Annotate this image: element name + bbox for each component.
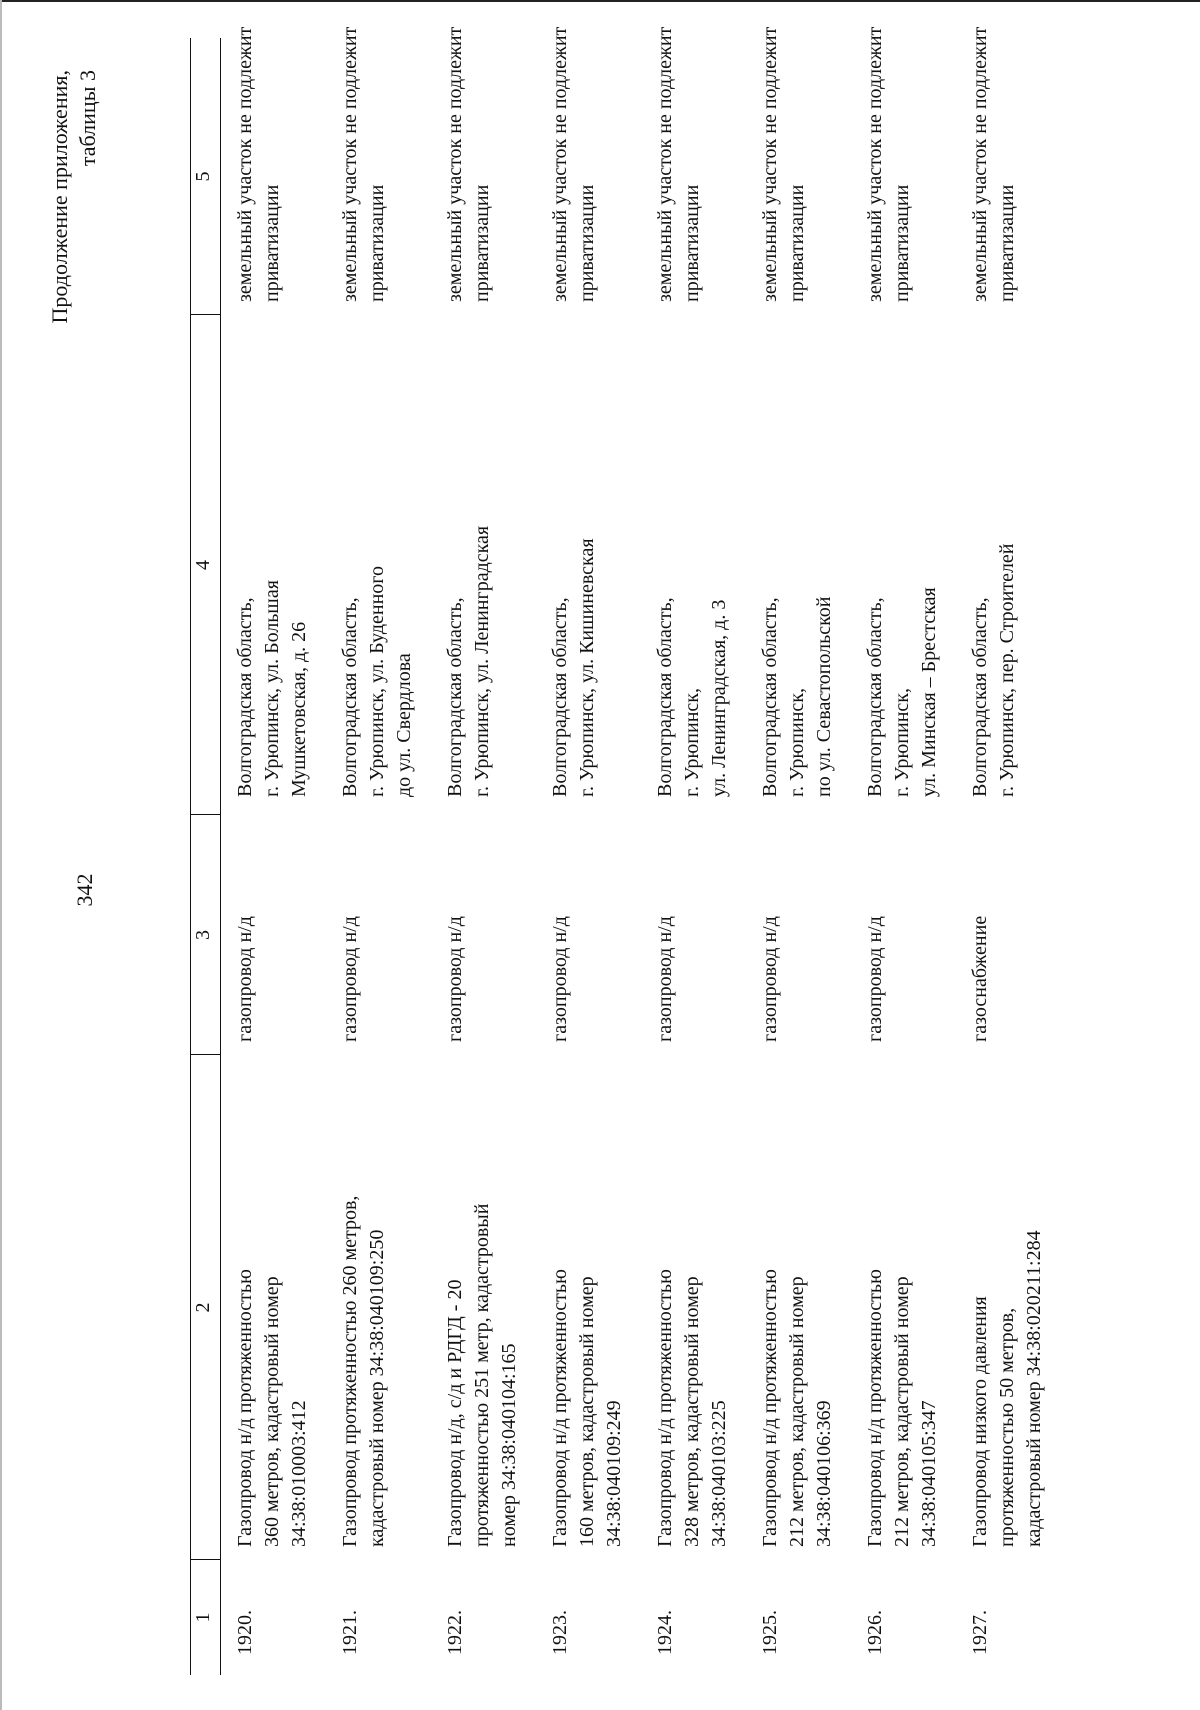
text-line: Газопровод н/д протяженностью [864, 1269, 886, 1547]
object-purpose: газопровод н/д [234, 916, 256, 1042]
text-line: протяженностью 50 метров, [996, 1307, 1018, 1547]
object-address [547, 337, 601, 797]
text-line: Волгоградская область, [549, 597, 571, 797]
text-line: г. Урюпинск, ул. Большая [261, 580, 283, 797]
text-line: Мушкетовская, д. 26 [288, 621, 310, 797]
text-line: протяженностью 251 метр, кадастровый [471, 1203, 493, 1547]
object-note [652, 26, 706, 302]
table-row [547, 26, 657, 1675]
table-row [757, 26, 867, 1675]
text-line: г. Урюпинск, пер. Строителей [996, 543, 1018, 797]
table-header [190, 38, 220, 1675]
object-name [862, 1077, 943, 1547]
object-address [442, 337, 496, 797]
object-purpose: газоснабжение [969, 915, 991, 1042]
column-header-5: 5 [192, 171, 214, 182]
text-line: приватизации [366, 184, 388, 302]
text-line: приватизации [471, 184, 493, 302]
text-line: Волгоградская область, [759, 597, 781, 797]
table-row [337, 26, 447, 1675]
property-table [190, 26, 1190, 1675]
row-number: 1922. [444, 1610, 466, 1655]
object-address [757, 337, 838, 797]
text-line: ул. Ленинградская, д. 3 [708, 599, 730, 797]
text-line: Волгоградская область, [444, 597, 466, 797]
column-header-4: 4 [192, 560, 214, 570]
object-purpose: газопровод н/д [549, 916, 571, 1042]
object-address [337, 337, 418, 797]
object-note [967, 26, 1021, 302]
text-line: 34:38:040106:369 [813, 1400, 835, 1547]
text-line: Волгоградская область, [234, 597, 256, 797]
text-line: земельный участок не подлежит [549, 26, 571, 302]
table-row [652, 26, 762, 1675]
text-line: Волгоградская область, [864, 597, 886, 797]
object-name [337, 1077, 391, 1547]
row-number: 1924. [654, 1610, 676, 1655]
text-line: 34:38:040109:249 [603, 1400, 625, 1547]
text-line: приватизации [891, 184, 913, 302]
page-number: 342 [72, 873, 97, 907]
text-line: земельный участок не подлежит [969, 26, 991, 302]
text-line: Газопровод н/д протяженностью [234, 1269, 256, 1547]
text-line: 328 метров, кадастровый номер [681, 1276, 703, 1547]
text-line: Газопровод н/д, с/д и РДГД - 20 [444, 1279, 466, 1547]
column-header-2: 2 [192, 1302, 214, 1313]
object-name [757, 1077, 838, 1547]
row-number: 1921. [339, 1610, 361, 1655]
object-purpose: газопровод н/д [654, 916, 676, 1042]
object-note [337, 26, 391, 302]
object-address [232, 337, 313, 797]
object-purpose: газопровод н/д [759, 916, 781, 1042]
continuation-heading [46, 70, 102, 323]
text-line: Газопровод н/д протяженностью [654, 1269, 676, 1547]
table-row [967, 26, 1077, 1675]
heading-line: таблицы 3 [75, 70, 100, 167]
row-number: 1925. [759, 1610, 781, 1655]
text-line: до ул. Свердлова [393, 653, 415, 797]
text-line: Волгоградская область, [654, 597, 676, 797]
row-number: 1927. [969, 1610, 991, 1655]
object-name [232, 1077, 313, 1547]
row-number: 1926. [864, 1610, 886, 1655]
text-line: г. Урюпинск, [786, 688, 808, 797]
table-row [862, 26, 972, 1675]
object-note [547, 26, 601, 302]
text-line: приватизации [261, 184, 283, 302]
text-line: земельный участок не подлежит [444, 26, 466, 302]
object-address [967, 337, 1021, 797]
text-line: номер 34:38:040104:165 [498, 1343, 520, 1547]
heading-line: Продолжение приложения, [47, 70, 72, 324]
object-address [862, 337, 943, 797]
object-note [442, 26, 496, 302]
text-line: 212 метров, кадастровый номер [891, 1276, 913, 1547]
text-line: г. Урюпинск, ул. Ленинградская [471, 525, 493, 797]
column-header-3: 3 [192, 930, 214, 940]
text-line: приватизации [996, 184, 1018, 302]
object-name [547, 1077, 628, 1547]
text-line: по ул. Севастопольской [813, 596, 835, 797]
table-row [232, 26, 342, 1675]
object-purpose: газопровод н/д [339, 916, 361, 1042]
text-line: Газопровод н/д протяженностью [759, 1269, 781, 1547]
text-line: г. Урюпинск, ул. Буденного [366, 566, 388, 797]
object-note [757, 26, 811, 302]
text-line: 34:38:010003:412 [288, 1400, 310, 1547]
text-line: приватизации [681, 184, 703, 302]
object-name [967, 1077, 1048, 1547]
text-line: 360 метров, кадастровый номер [261, 1276, 283, 1547]
text-line: земельный участок не подлежит [654, 26, 676, 302]
text-line: Газопровод низкого давления [969, 1296, 991, 1547]
column-header-1: 1 [192, 1612, 214, 1623]
text-line: ул. Минская – Брестская [918, 587, 940, 797]
text-line: 34:38:040105:347 [918, 1400, 940, 1547]
object-name [652, 1077, 733, 1547]
object-note [862, 26, 916, 302]
text-line: кадастровый номер 34:38:040109:250 [366, 1229, 388, 1547]
text-line: г. Урюпинск, ул. Кишиневская [576, 538, 598, 797]
text-line: земельный участок не подлежит [234, 26, 256, 302]
row-number: 1920. [234, 1610, 256, 1655]
object-note [232, 26, 286, 302]
text-line: Газопровод протяженностью 260 метров, [339, 1195, 361, 1547]
text-line: кадастровый номер 34:38:020211:284 [1023, 1230, 1045, 1547]
row-number: 1923. [549, 1610, 571, 1655]
text-line: 160 метров, кадастровый номер [576, 1276, 598, 1547]
text-line: Волгоградская область, [969, 597, 991, 797]
text-line: г. Урюпинск, [681, 688, 703, 797]
table-header-rule [220, 38, 221, 1675]
text-line: 212 метров, кадастровый номер [786, 1276, 808, 1547]
text-line: 34:38:040103:225 [708, 1400, 730, 1547]
table-row [442, 26, 552, 1675]
object-purpose: газопровод н/д [444, 916, 466, 1042]
object-name [442, 1077, 523, 1547]
text-line: Газопровод н/д протяженностью [549, 1269, 571, 1547]
text-line: земельный участок не подлежит [759, 26, 781, 302]
text-line: земельный участок не подлежит [864, 26, 886, 302]
object-address [652, 337, 733, 797]
object-purpose: газопровод н/д [864, 916, 886, 1042]
text-line: приватизации [576, 184, 598, 302]
text-line: земельный участок не подлежит [339, 26, 361, 302]
text-line: Волгоградская область, [339, 597, 361, 797]
text-line: г. Урюпинск, [891, 688, 913, 797]
text-line: приватизации [786, 184, 808, 302]
